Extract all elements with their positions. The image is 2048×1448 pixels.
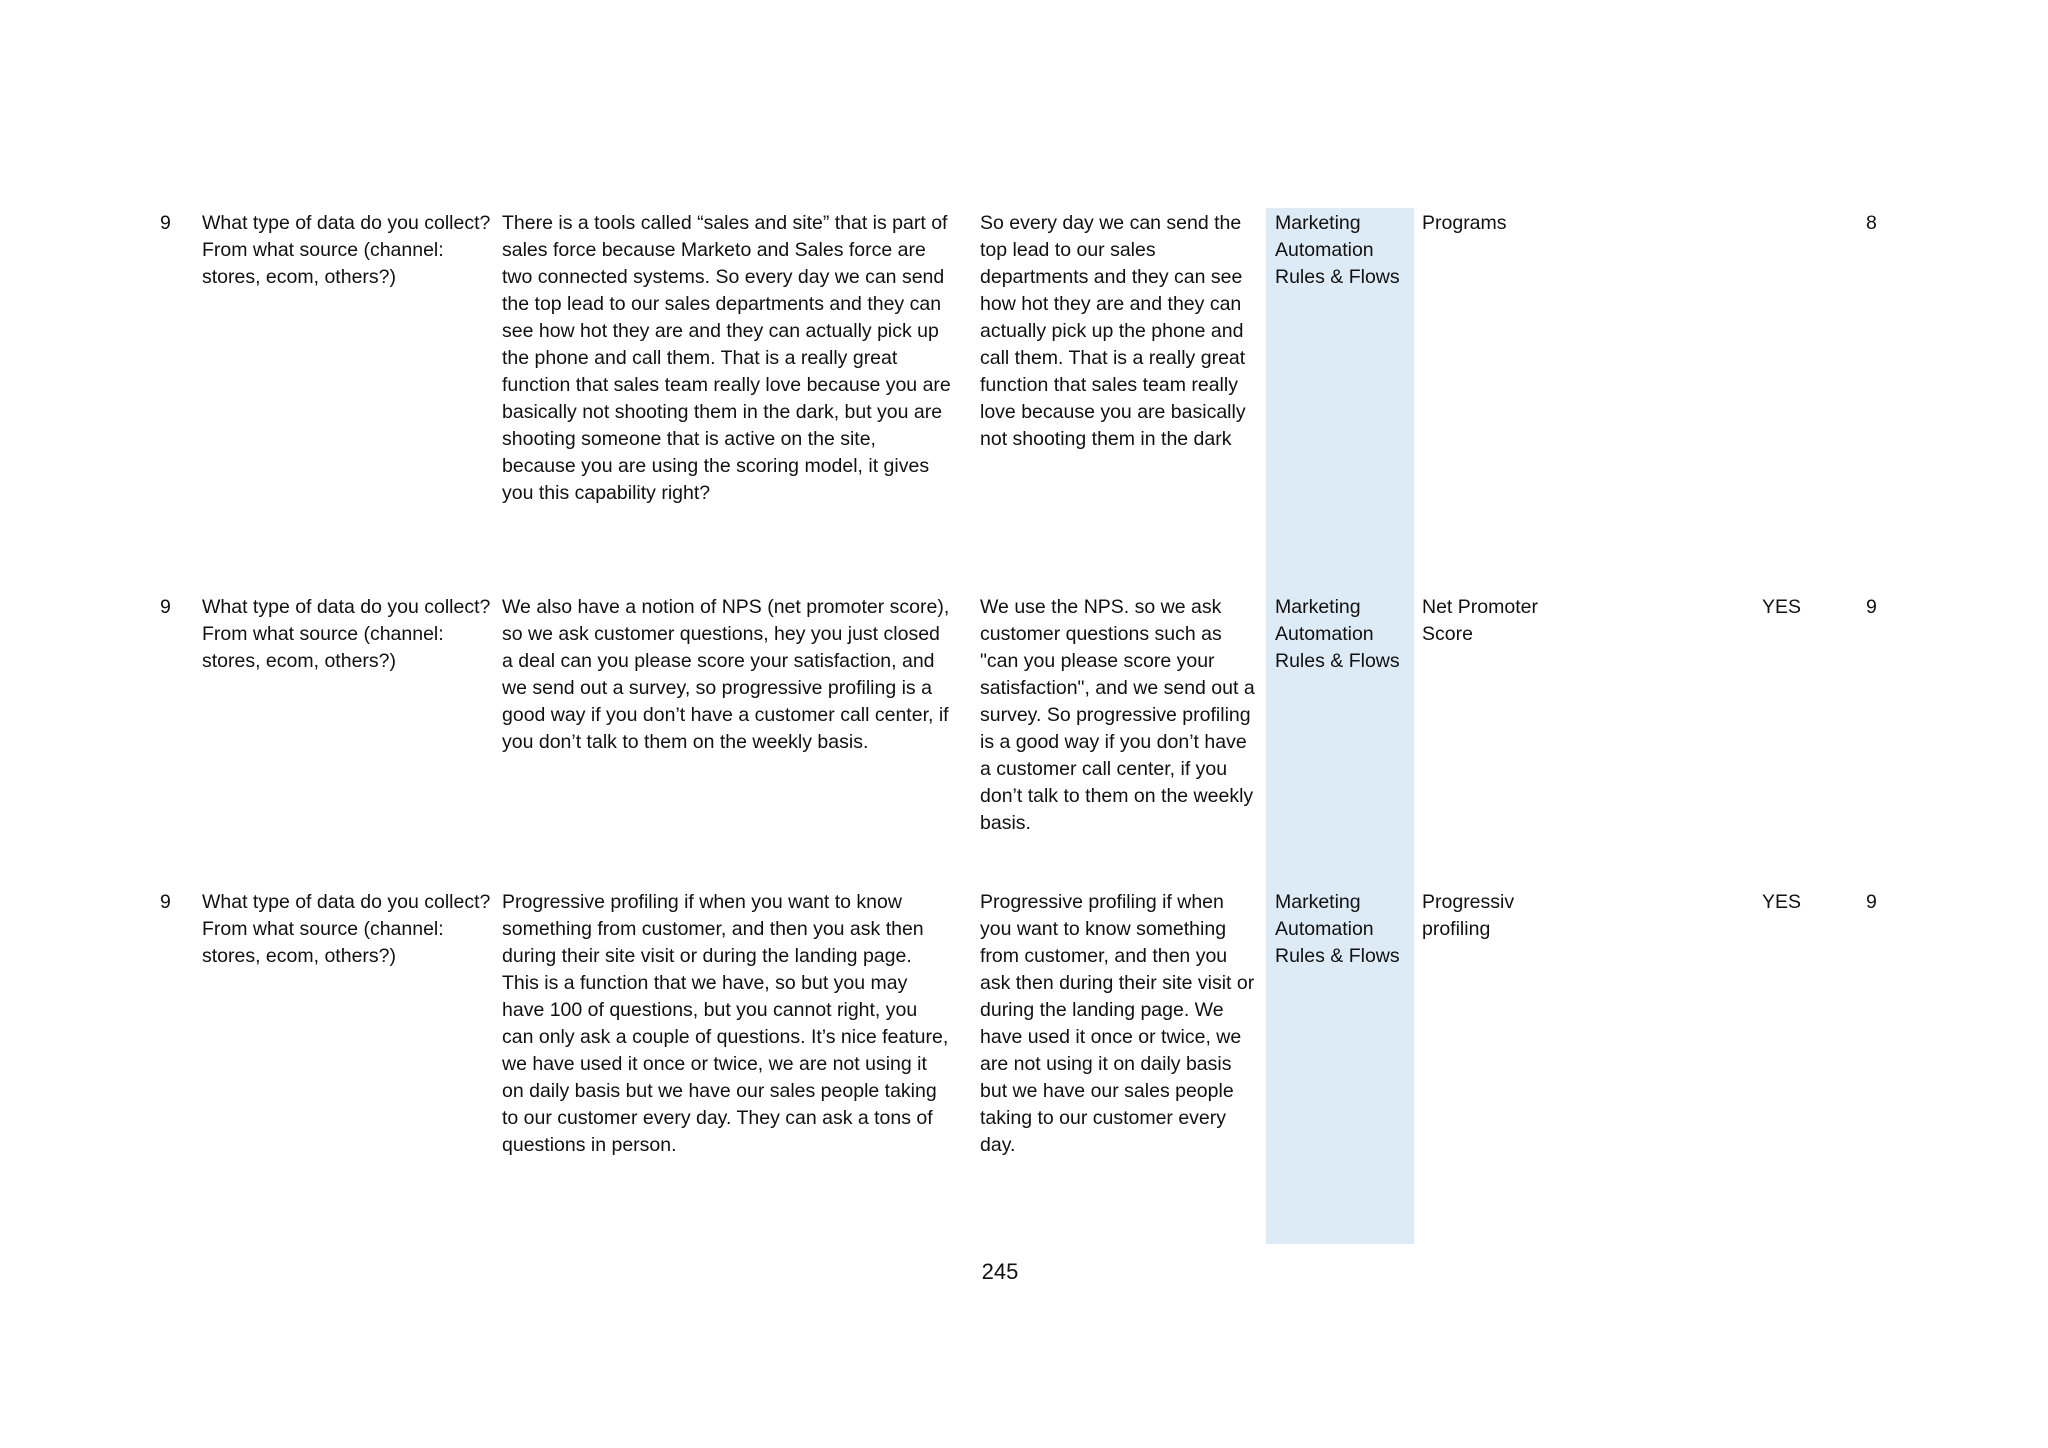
score-value: 9 [1866, 596, 1877, 618]
category-label: Marketing Automation Rules & Flows [1275, 891, 1400, 967]
subcategory-label: Progressiv profiling [1422, 891, 1515, 940]
question-text: What type of data do you collect? From what source (channel: stores, ecom, others?) [202, 212, 491, 288]
question-text: What type of data do you collect? From what source (channel: stores, ecom, others?) [202, 891, 491, 967]
question-number: 9 [160, 596, 171, 618]
question-text: What type of data do you collect? From what source (channel: stores, ecom, others?) [202, 596, 491, 672]
score-value: 9 [1866, 891, 1877, 913]
summary-text: So every day we can send the top lead to our sales departments and they can see how hot they are and they can actually pick up the phone and call them. That is a really great function that sales team really love because you are basically not shooting them in the dark [980, 212, 1246, 450]
page-number: 245 [981, 1259, 1019, 1284]
score-value: 8 [1866, 212, 1877, 234]
summary-text: We use the NPS. so we ask customer questions such as "can you please score your satisfaction", and we send out a survey. So progressive profiling is a good way if you don’t have a customer call center, if you don’t talk to them on the weekly basis. [980, 596, 1255, 834]
answer-text: There is a tools called “sales and site” that is part of sales force because Marketo and Sales force are two connected systems. So every day we can send the top lead to our sales departments and they can see how hot they are and they can actually pick up the phone and call them. That is a really great function that sales team really love because you are basically not shooting them in the dark, but you are shooting someone that is active on the site, because you are using the scoring model, it gives you this capability right? [502, 212, 951, 504]
question-number: 9 [160, 891, 171, 913]
category-column-highlight [1266, 208, 1414, 1244]
subcategory-label: Net Promoter Score [1422, 596, 1538, 645]
flag-value: YES [1762, 596, 1802, 618]
subcategory-label: Programs [1422, 212, 1507, 234]
flag-value: YES [1762, 891, 1802, 913]
category-label: Marketing Automation Rules & Flows [1275, 212, 1400, 288]
summary-text: Progressive profiling if when you want to know something from customer, and then you ask then during their site visit or during the landing page. We have used it once or twice, we are not using it on daily basis but we have our sales people taking to our customer every day. [980, 891, 1255, 1156]
answer-text: We also have a notion of NPS (net promoter score), so we ask customer questions, hey you just closed a deal can you please score your satisfaction, and we send out a survey, so progressive profiling is a good way if you don’t have a customer call center, if you don’t talk to them on the weekly basis. [502, 596, 950, 753]
answer-text: Progressive profiling if when you want to know something from customer, and then you ask then during their site visit or during the landing page. This is a function that we have, so but you may have 100 of questions, but you cannot right, you can only ask a couple of questions. It’s nice feature, we have used it once or twice, we are not using it on daily basis but we have our sales people taking to our customer every day. They can ask a tons of questions in person. [502, 891, 949, 1156]
category-label: Marketing Automation Rules & Flows [1275, 596, 1400, 672]
question-number: 9 [160, 212, 171, 234]
